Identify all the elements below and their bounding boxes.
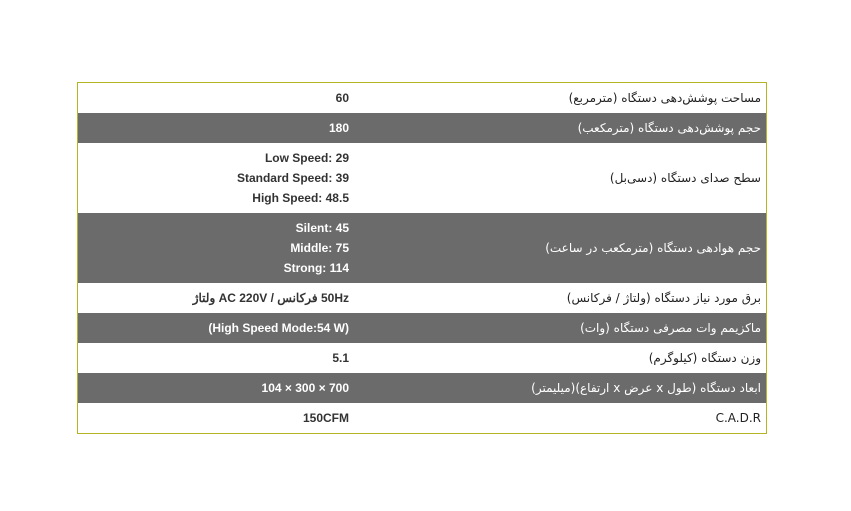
spec-value-line: 180 [328,121,349,135]
spec-label: سطح صدای دستگاه (دسی‌بل) [609,171,761,185]
spec-value [78,318,354,338]
spec-value-line: Low Speed: 29 [264,151,349,165]
spec-value [78,218,354,278]
spec-value-line: (High Speed Mode:54 W) [208,321,349,335]
spec-row-cadr [78,403,766,433]
spec-label: مساحت پوشش‌دهی دستگاه (مترمربع) [568,91,761,105]
spec-value-line: 50Hz فرکانس / AC 220V ولتاژ [192,291,349,305]
spec-table [77,82,767,434]
spec-value-line: Strong: 114 [283,261,349,275]
spec-value [78,348,354,368]
spec-value-line: 700 × 300 × 104 [261,381,349,395]
spec-label: برق مورد نیاز دستگاه (ولتاژ / فرکانس) [566,291,761,305]
spec-value-line: Silent: 45 [295,221,349,235]
spec-label: وزن دستگاه (کیلوگرم) [648,351,761,365]
spec-row-noise-level [78,143,766,213]
spec-value-line: 60 [335,91,349,105]
spec-label: حجم پوشش‌دهی دستگاه (مترمکعب) [577,121,761,135]
spec-row-coverage-area [78,83,766,113]
spec-value [78,378,354,398]
spec-value-line: 150CFM [302,411,349,425]
spec-label: ابعاد دستگاه (طول x عرض x ارتفاع)(میلیمتر) [531,381,761,395]
spec-value [78,118,354,138]
spec-row-airflow [78,213,766,283]
spec-value-line: Middle: 75 [290,241,349,255]
spec-value [78,148,354,208]
spec-value-line: 5.1 [332,351,349,365]
spec-value-line: Standard Speed: 39 [236,171,349,185]
spec-row-max-power [78,313,766,343]
spec-value [78,408,354,428]
spec-value-line: High Speed: 48.5 [252,191,349,205]
spec-row-power-supply [78,283,766,313]
spec-row-weight [78,343,766,373]
spec-value [78,88,354,108]
spec-label: ماکزیمم وات مصرفی دستگاه (وات) [580,321,761,335]
spec-row-dimensions [78,373,766,403]
spec-label: C.A.D.R [715,411,761,425]
spec-value [78,288,354,308]
spec-label: حجم هوادهی دستگاه (مترمکعب در ساعت) [545,241,761,255]
spec-row-coverage-volume [78,113,766,143]
